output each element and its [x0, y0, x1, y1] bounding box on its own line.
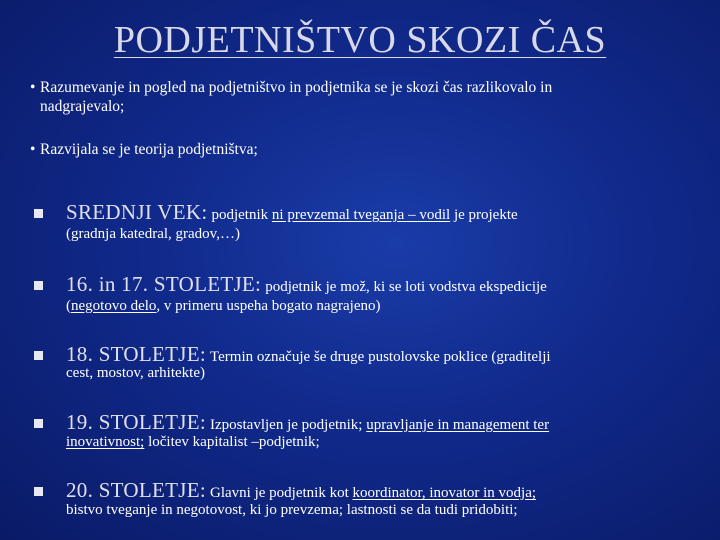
era-heading: SREDNJI VEK: [66, 200, 208, 224]
intro-bullet-2 [30, 140, 690, 159]
square-bullet-icon [34, 351, 43, 360]
era-desc-part: Termin označuje še druge pustolovske poklice (graditelji [210, 349, 551, 365]
intro-bullet-1-line2: nadgrajevalo; [40, 98, 125, 115]
era-heading: 18. STOLETJE: [66, 342, 207, 366]
era-desc-part: podjetnik [211, 207, 272, 223]
era-heading: 20. STOLETJE: [66, 478, 207, 502]
era-desc-underlined: upravljanje in management ter [366, 417, 550, 433]
era-heading: 16. in 17. STOLETJE: [66, 272, 262, 296]
square-bullet-icon [34, 419, 43, 428]
era-desc-underlined: negotovo delo [71, 298, 157, 314]
square-bullet-icon [34, 281, 43, 290]
intro-bullet-1 [30, 78, 690, 116]
era-desc-part: podjetnik je mož, ki se loti vodstva ekspedicije [265, 279, 547, 295]
era-desc-part: Glavni je podjetnik kot [210, 485, 353, 501]
era-desc-underlined: inovativnost; [66, 434, 145, 450]
era-heading: 19. STOLETJE: [66, 410, 207, 434]
bullet-dot: • [30, 79, 36, 96]
square-bullet-icon [34, 487, 43, 496]
slide-title: PODJETNIŠTVO SKOZI ČAS [113, 19, 607, 61]
era-desc-line2: cest, mostov, arhitekte) [66, 365, 205, 381]
era-desc-line2: bistvo tveganje in negotovost, ki jo prevzema; lastnosti se da tudi pridobiti; [66, 502, 518, 518]
intro-bullet-2-text: Razvijala se je teorija podjetništva; [40, 141, 258, 158]
era-desc-line2: (gradnja katedral, gradov,…) [66, 226, 240, 242]
intro-bullets [30, 78, 690, 159]
era-desc-line2: inovativnost; ločitev kapitalist –podjetnik; [66, 434, 320, 450]
bullet-dot: • [30, 141, 36, 158]
era-desc-line2: (negotovo delo, v primeru uspeha bogato nagrajeno) [66, 298, 381, 314]
era-desc-underlined: koordinator, inovator in vodja; [352, 485, 537, 501]
era-desc-underlined: ni prevzemal tveganja – vodil [271, 207, 451, 223]
intro-bullet-1-line1: Razumevanje in pogled na podjetništvo in podjetnika se je skozi čas razlikovalo in [40, 79, 553, 96]
square-bullet-icon [34, 209, 43, 218]
era-desc-part: je projekte [450, 207, 518, 223]
era-desc-part: Izpostavljen je podjetnik; [210, 417, 367, 433]
